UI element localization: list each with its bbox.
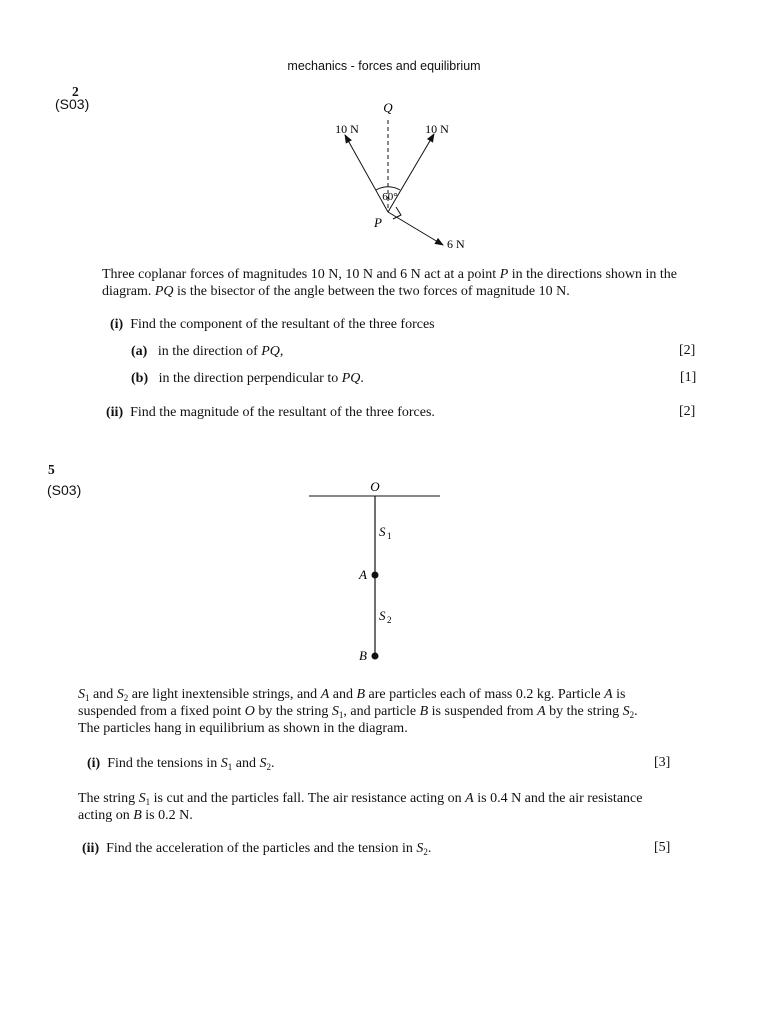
label-s2-sub: 2	[387, 615, 392, 625]
angle-label: 60°	[382, 191, 398, 203]
question-5-cut	[78, 790, 698, 824]
particle-b	[372, 653, 379, 660]
right-angle-marker	[393, 207, 401, 219]
question-5-part-i: (i) Find the tensions in $S_1$ and $S_2$.	[87, 756, 275, 772]
question-2-source: (S03)	[55, 96, 90, 112]
label-s2: S	[379, 608, 386, 623]
strings-diagram	[0, 470, 768, 670]
question-5-cut-line-1: The string $S_1$ is cut and the particles fall. The air resistance acting on A is 0.4 N and the air resistance	[78, 791, 643, 807]
forces-diagram	[0, 0, 768, 260]
label-a: A	[359, 567, 367, 582]
label-b: B	[359, 648, 367, 663]
angle-arc	[376, 187, 400, 190]
label-s1: S	[379, 524, 386, 539]
question-2-part-a: (a) in the direction of PQ,	[131, 344, 284, 359]
question-5-cut-line-2: acting on B is 0.2 N.	[78, 808, 193, 823]
question-5-part-ii-mark: [5]	[654, 840, 671, 855]
question-2-number: 2	[72, 84, 79, 99]
question-2-part-b-mark: [1]	[680, 370, 697, 385]
question-2-part-b: (b) in the direction perpendicular to PQ.	[131, 371, 364, 386]
question-5-line-1: $S_1$ and $S_2$ are light inextensible strings, and A and B are particles each of mass 0.2 kg. Particle A is	[78, 687, 626, 703]
question-5-source: (S03)	[47, 482, 82, 498]
question-2-part-ii-mark: [2]	[679, 404, 696, 419]
particle-a	[372, 572, 379, 579]
question-5-intro	[78, 686, 698, 737]
question-2-part-ii: (ii) Find the magnitude of the resultant of the three forces.	[106, 405, 435, 420]
question-2-part-i: (i) Find the component of the resultant of the three forces	[110, 317, 435, 332]
question-2-part-a-mark: [2]	[679, 343, 696, 358]
question-2-intro: Three coplanar forces of magnitudes 10 N, 10 N and 6 N act at a point P in the directions shown in the diagram. PQ is the bisector of the angle between the two forces of magnitude 10 N.	[102, 267, 678, 299]
label-q: Q	[383, 100, 393, 115]
force-label-down: 6 N	[447, 237, 465, 251]
question-5-line-2: suspended from a fixed point O by the string $S_1$, and particle B is suspended from A by the string $S_2$.	[78, 704, 638, 720]
question-5-number: 5	[48, 462, 55, 477]
question-5-part-ii: (ii) Find the acceleration of the particles and the tension in $S_2$.	[82, 841, 432, 857]
question-5-line-3: The particles hang in equilibrium as shown in the diagram.	[78, 721, 408, 736]
force-label-left: 10 N	[335, 122, 359, 136]
label-o: O	[370, 479, 380, 494]
label-p: P	[374, 215, 382, 230]
page-header: mechanics - forces and equilibrium	[287, 59, 481, 73]
label-s1-sub: 1	[387, 531, 392, 541]
force-label-right: 10 N	[425, 122, 449, 136]
question-5-part-i-mark: [3]	[654, 755, 671, 770]
